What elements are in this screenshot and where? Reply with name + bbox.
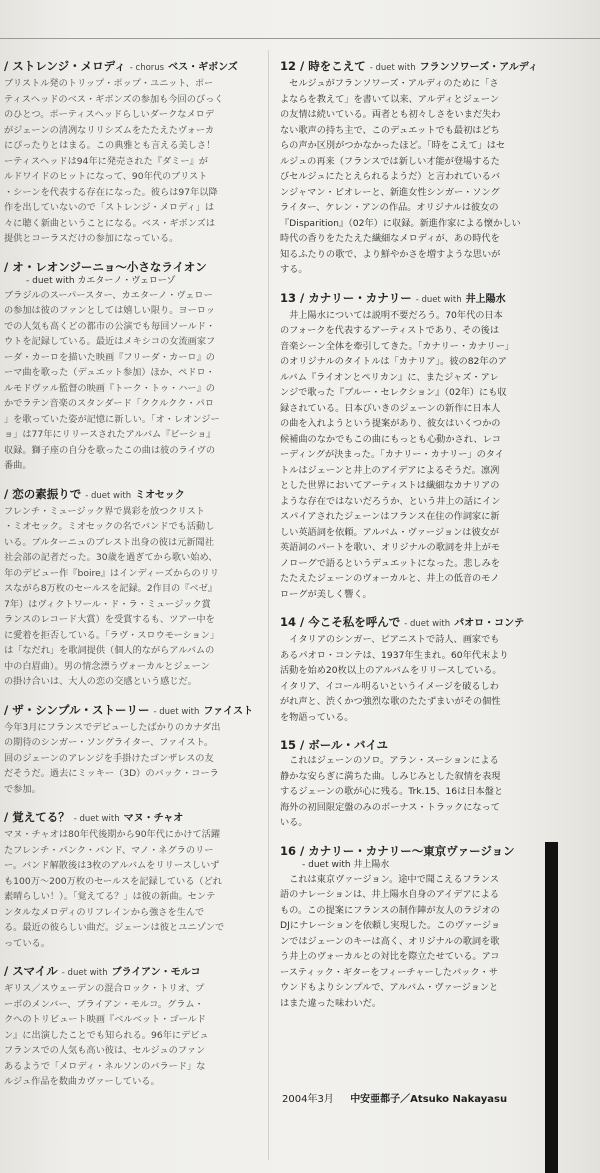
body-text-line: での人気も高くどの都市の公演でも毎回ソールド・ [4, 320, 216, 332]
body-text-line: はまた違った味わいだ。 [280, 997, 382, 1009]
track-subcredit: - duet with 井上陽水 [302, 859, 390, 870]
body-text-line: の掛け合いは、大人の恋の交感という感じだ。 [4, 676, 197, 687]
body-text-line: ン』に出演したことでも知られる。96年にデビュ [4, 1029, 209, 1041]
track-title: カナリー・カナリー [308, 290, 412, 305]
body-text-line: ウンドもよりシンプルで、アルバム・ヴァージョンと [280, 982, 499, 993]
body-text-line: 井上陽水については説明不要だろう。70年代の日本 [280, 309, 503, 321]
body-text-line: の曲を入れようという提案があり、彼女はいくつかの [280, 418, 501, 429]
body-text-line: 収録。獅子座の自分を歌ったこの曲は彼のライヴの [4, 444, 216, 456]
body-text-line: 『Disparition』（02年）に収録。新進作家による懐かしい [280, 217, 521, 229]
body-text-line: する。 [280, 264, 308, 275]
body-text-line: ンではジェーンのキーは高く、オリジナルの歌詞を歌 [280, 935, 500, 947]
track-title: ボール・バイユ [308, 738, 389, 752]
body-text-line: の期待のシンガー・ソングライター、ファイスト。 [4, 737, 214, 748]
track-number: / [4, 702, 9, 717]
track-credit-label: - chorus [129, 63, 165, 73]
body-text-line: DJにナレーションを依頼し実現した。このヴァージョ [280, 920, 501, 931]
body-text-line: 活動を始め20枚以上のアルバムをリリースしている。 [280, 665, 502, 676]
track-title: 時をこえて [308, 59, 366, 73]
body-text-line: がジェーンの清冽なリリシズムをたたえたヴォーカ [4, 124, 215, 136]
track-number: 14 / [280, 615, 305, 629]
right-column [280, 58, 544, 1023]
top-rule [0, 38, 600, 39]
body-text-line: スながら8万枚のセールスを記録。2作目の『ベゼ』 [4, 583, 217, 594]
track-title: 覚えてる？ [12, 810, 70, 824]
track-number: / [4, 59, 9, 73]
body-text-line: ーディングが決まった。「カナリー・カナリー」のタイ [280, 449, 504, 460]
body-text-line: 英語詞のパートを歌い、オリジナルの歌詞を井上がモ [280, 542, 501, 553]
track-credit-label: - duet with [153, 706, 200, 717]
track-number: / [4, 486, 9, 501]
track-heading [280, 843, 544, 859]
track-number: / [4, 964, 9, 978]
body-text-line: イタリア、イコール明るいというイメージを破るしわ [280, 680, 499, 692]
track-credit-label: - duet with [61, 968, 108, 978]
track-heading [280, 290, 544, 308]
body-text-line: ンタルなメロディのリフレインから強さを生んで [4, 906, 205, 918]
track-number: / [4, 259, 9, 274]
body-text-line: ブリストル発のトリップ・ポップ・ユニット、ポー [4, 78, 214, 89]
body-text-line: ルモドヴァル監督の映画『トーク・トゥ・ハー』の [4, 382, 215, 394]
body-text-line: だそうだ。過去にミッキー（3D）のバック・コーラ [4, 768, 219, 779]
body-text-line: スパイアされたジェーンはフランス在住の作詞家に新 [280, 511, 500, 522]
body-text-line: ーボのメンバー、ブライアン・モルコ。グラム・ [4, 998, 204, 1010]
body-text-line: っている。 [4, 937, 50, 949]
track-heading [4, 259, 262, 275]
track-title: カナリー・カナリー〜東京ヴァージョン [308, 843, 515, 858]
track-artist: ブライアン・モルコ [111, 967, 201, 978]
track-number: 16 / [280, 843, 305, 858]
body-text-line: ョ」は77年にリリースされたアルバム『ビーショ』 [4, 429, 216, 440]
track-note [280, 737, 544, 831]
body-text-line: これはジェーンのソロ。アラン・スーションによる [280, 755, 499, 766]
body-text-line: ノローグで語るというデュエットになった。悲しみを [280, 557, 501, 569]
track-credit-label: - duet with [369, 63, 416, 73]
body-text-line: の友情は続いている。両者とも初々しさをいまだ失わ [280, 109, 501, 120]
track-number: 13 / [280, 290, 305, 305]
body-text-line: ・ミオセック。ミオセックの名でバンドでも活動し [4, 521, 215, 532]
track-artist: マヌ・チャオ [123, 813, 184, 824]
body-text-line: フランスでの人気も高い彼は、セルジュのファン [4, 1045, 206, 1056]
body-text-line: のひとつ。ポーティスヘッドらしいダークなメロデ [4, 109, 215, 120]
body-text-line: かでラテン音楽のスタンダード「ククルクク・パロ [4, 398, 215, 409]
body-text-line: は「なだれ」を歌詞提供（個人的ながらアルバムの [4, 645, 215, 656]
track-title: 今こそ私を呼んで [308, 615, 401, 629]
body-text-line: 知るふたりの歌で、より鮮やかさを増すような思いが [280, 248, 501, 260]
body-text-line: ・シーンを代表する存在になった。彼らは97年以降 [4, 186, 218, 198]
body-text-line: よならを教えて」を書いて以来、アルディとジェーン [280, 93, 500, 105]
track-artist: 井上陽水 [465, 293, 506, 305]
body-text-line: 静かな安らぎに満ちた曲。しみじみとした叙情を表現 [280, 770, 501, 782]
body-text-line: る。最近の彼らしい曲だ。ジェーンは彼とユニゾンで [4, 922, 225, 933]
body-text-line: ブラジルのスーパースター、カエターノ・ヴェロー [4, 289, 213, 301]
track-number: / [4, 810, 9, 824]
body-text-line: 語のナレーションは、井上陽水自身のアイデアによる [280, 889, 500, 900]
edge-black-bar [545, 842, 558, 1173]
body-text-line: たフレンチ・パンク・バンド、マノ・ネグラのリー [4, 844, 214, 856]
track-heading [4, 809, 262, 827]
track-note [4, 486, 262, 690]
track-note [280, 614, 544, 725]
page-fold [268, 50, 269, 1160]
track-note [4, 58, 262, 247]
body-text-line: を物語っている。 [280, 711, 354, 723]
body-text-line: のフォークを代表するアーティストであり、その後は [280, 325, 500, 336]
track-title: ザ・シンプル・ストーリー [12, 702, 150, 717]
track-heading [4, 963, 262, 981]
body-text-line: ルドワイドのヒットになって、90年代のブリスト [4, 171, 208, 182]
body-text-line: 々に聴く新曲ということになる。ベス・ギボンズは [4, 217, 216, 229]
track-subcredit: - duet with カエターノ・ヴェローゾ [26, 275, 176, 286]
body-text-line: とした世界においてアーティストは繊細なカナリアの [280, 480, 500, 491]
track-note [280, 843, 544, 1012]
body-text-line: にぴったりとはまる。この典雅とも言える美しさ！ [4, 140, 216, 151]
body-text-line: 回のジェーンのアレンジを手掛けたゴンザレスの友 [4, 752, 214, 764]
track-heading [4, 486, 262, 504]
track-artist: ファイスト [203, 705, 254, 717]
track-heading [4, 58, 262, 76]
body-text-line: 候補曲のなかでもこの曲にもっとも心動かされ、レコ [280, 433, 502, 445]
body-text-line: セルジュがフランソワーズ・アルディのために「さ [280, 78, 499, 89]
signature-author: 中安亜都子／Atsuko Nakayasu [350, 1094, 508, 1105]
body-text-line: 今年3月にフランスでデビューしたばかりのカナダ出 [4, 721, 221, 733]
body-text-line: ンジャマン・ビオレーと、新進女性シンガー・ソング [280, 186, 500, 198]
track-note [4, 702, 262, 798]
track-artist: ミオセック [135, 489, 185, 501]
body-text-line: の参加は彼のファンとしては嬉しい限り。ヨーロッ [4, 305, 215, 316]
body-text-line: フレンチ・ミュージック界で異彩を放つクリスト [4, 505, 205, 517]
body-text-line: もの。この提案にフランスの制作陣が友人のラジオの [280, 904, 500, 916]
track-credit-label: - duet with [85, 490, 132, 501]
body-text-line: 年のデビュー作『boire』はインディーズからのリリ [4, 567, 219, 579]
body-text-line: これは東京ヴァージョン。途中で聞こえるフランス [280, 873, 500, 885]
body-text-line: のオリジナルのタイトルは「カナリア」。彼の82年のア [280, 356, 507, 367]
signature [282, 1090, 507, 1105]
body-text-line: 社会部の記者だった。30歳を過ぎてから歌い始め、 [4, 552, 218, 563]
body-text-line: ルバム『ライオンとペリカン』に、またジャズ・アレ [280, 371, 499, 383]
body-text-line: ーマ曲を歌った（デュエット参加）ほか、ペドロ・ [4, 367, 215, 378]
body-text-line: しい英語詞を依頼。アルバム・ヴァージョンは彼女が [280, 526, 500, 538]
body-text-line: ような存在ではないだろうか、という井上の話にイン [280, 495, 501, 507]
track-heading [4, 702, 262, 720]
track-note [4, 809, 262, 951]
body-text-line: ーティスヘッドは94年に発売された『ダミー』が [4, 155, 208, 167]
track-credit-label: - duet with [415, 294, 462, 305]
body-text-line: トルはジェーンと井上のアイデアによるそうだ。凛冽 [280, 464, 500, 476]
body-text-line: マヌ・チャオは80年代後期から90年代にかけて活躍 [4, 829, 221, 840]
body-text-line: ランスのレコード大賞）を受賞するも、ツアー中を [4, 614, 215, 625]
body-text-line: らの声か区別がつかなかったほど。「時をこえて」はセ [280, 140, 506, 151]
body-text-line: で参加。 [4, 783, 41, 795]
body-text-line: も100万〜200万枚のセールスを記録している（どれ [4, 875, 222, 887]
signature-date: 2004年3月 [282, 1094, 334, 1105]
body-text-line: ローグが美しく響く。 [280, 588, 372, 600]
track-title: スマイル [12, 964, 58, 978]
track-title: オ・レオンジーニョ〜小さなライオン [12, 259, 207, 274]
body-text-line: ルジュの再来（フランスでは新しい才能が登場するた [280, 155, 500, 167]
track-credit-label: - duet with [404, 619, 451, 629]
track-number: 15 / [280, 738, 305, 752]
track-heading [280, 737, 544, 753]
track-heading [280, 58, 544, 76]
track-artist: パオロ・コンテ [454, 618, 525, 629]
body-text-line: ーダ・カーロを描いた映画『フリーダ・カーロ』の [4, 351, 215, 363]
track-title: 恋の素振りで [12, 486, 82, 501]
body-text-line: 海外の初回限定盤のみのボーナス・トラックになって [280, 801, 500, 813]
body-text-line: う井上のヴォーカルとの対比を際立たせている。アコ [280, 951, 500, 962]
body-text-line: 作を出していないので「ストレンジ・メロディ」は [4, 202, 215, 213]
body-text-line: いる。ブルターニュのブレスト出身の彼は元新聞社 [4, 536, 214, 548]
body-text-line: に愛着を拒否している。「ラヴ・スロウモーション」 [4, 629, 220, 641]
body-text-line: 提供とコーラスだけの参加になっている。 [4, 233, 179, 244]
track-note [280, 58, 544, 278]
track-artist: フランソワーズ・アルディ [419, 62, 538, 73]
track-title: ストレンジ・メロディ [12, 59, 126, 73]
body-text-line: ティスヘッドのベス・ギボンズの参加も今回のびっく [4, 93, 224, 105]
body-text-line: ンジで歌った『ブルー・セレクション』（02年）にも収 [280, 387, 507, 398]
track-artist: ベス・ギボンズ [168, 62, 238, 73]
body-text-line: たたえたジェーンのヴォーカルと、井上の低音のモノ [280, 573, 500, 584]
body-text-line: 音楽シーン全体を牽引してきた。「カナリー・カナリー」 [280, 340, 515, 352]
track-number: 12 / [280, 59, 305, 73]
track-note [280, 290, 544, 603]
body-text-line: 7年）はヴィクトワール・ド・ラ・ミュージック賞 [4, 598, 211, 610]
body-text-line: いる。 [280, 817, 308, 828]
body-text-line: ギリス／スウェーデンの混合ロック・トリオ、プ [4, 983, 205, 994]
left-column [4, 58, 262, 1102]
body-text-line: がれ声と、渋くかつ強烈な歌のたたずまいがその個性 [280, 696, 501, 707]
track-heading [280, 614, 544, 632]
body-text-line: あるパオロ・コンテは、1937年生まれ。60年代末より [280, 649, 509, 661]
body-text-line: ウトを記録している。最近はメキシコの女流画家フ [4, 336, 216, 347]
body-text-line: 録されている。日本びいきのジェーンの新作に日本人 [280, 402, 501, 414]
body-text-line: 素晴らしい！）。「覚えてる？」は彼の新曲。センテ [4, 891, 216, 902]
body-text-line: クへのトリビュート映画『ベルベット・ゴールド [4, 1014, 206, 1025]
body-text-line: 時代の香りをたたえた繊細なメロディが、あの時代を [280, 233, 500, 244]
body-text-line: ースティック・ギターをフィーチャーしたバック・サ [280, 966, 499, 978]
body-text-line: びセルジュにたとえられるようだ）と言われているバ [280, 171, 501, 182]
body-text-line: 」を歌っていた姿が記憶に新しい。「オ・レオンジー [4, 413, 220, 425]
body-text-line: ない歌声の持ち主で、このデュエットでも最初はどち [280, 124, 500, 136]
track-note [4, 259, 262, 474]
body-text-line: ルジュ作品を数曲カヴァーしている。 [4, 1076, 160, 1087]
body-text-line: イタリアのシンガー、ピアニストで詩人、画家でも [280, 634, 500, 645]
track-note [4, 963, 262, 1090]
body-text-line: するジェーンの歌が心に残る。Trk.15、16は日本盤と [280, 786, 504, 797]
body-text-line: 番曲。 [4, 460, 32, 471]
track-credit-label: - duet with [73, 814, 120, 824]
body-text-line: ライター、ケレン・アンの作品。オリジナルは彼女の [280, 202, 499, 213]
body-text-line: あるようで「メロディ・ネルソンのバラード」な [4, 1060, 206, 1072]
body-text-line: 中の白眉曲）。男の情念漂うヴォーカルとジェーン [4, 660, 210, 672]
body-text-line: ー。バンド解散後は3枚のアルバムをリリースしいず [4, 860, 220, 871]
